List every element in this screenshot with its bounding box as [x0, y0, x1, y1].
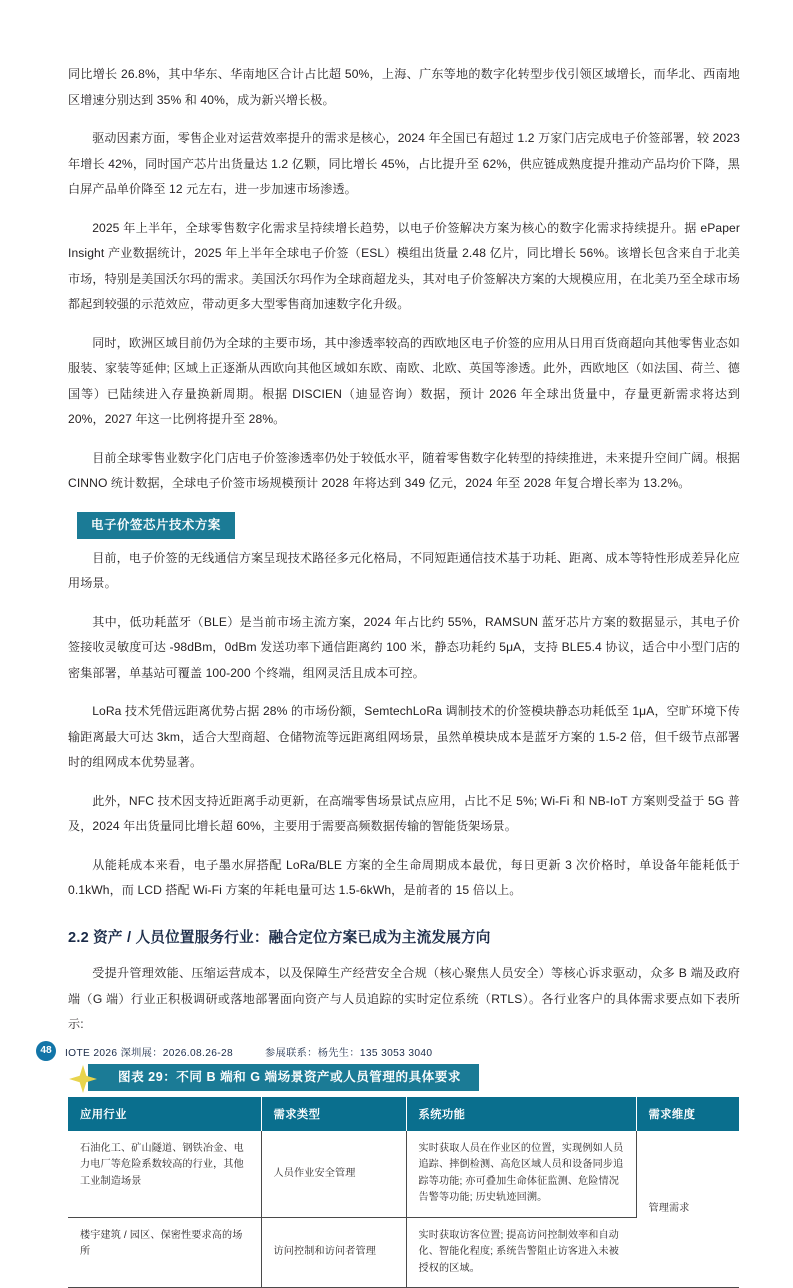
paragraph-energy-cost: 从能耗成本来看，电子墨水屏搭配 LoRa/BLE 方案的全生命周期成本最优，每日更新 3 次价格时，单设备年能耗低于 0.1kWh，而 LCD 搭配 Wi-Fi 方案的年耗电量可达 1.5-6kWh，是前者的 15 倍以上。	[68, 857, 740, 898]
paragraph-penetration: 目前全球零售业数字化门店电子价签渗透率仍处于较低水平，随着零售数字化转型的持续推进，未来提升空间广阔。根据 CINNO 统计数据，全球电子价签市场规模预计 2028 年将达到 349 亿元，2024 年至 2028 年复合增长率为 13.2%。	[68, 450, 740, 490]
table-header-row	[68, 1097, 739, 1131]
table-row	[68, 1131, 739, 1218]
cell-system-function: 实时获取访客位置; 提高访问控制效率和自动化、智能化程度; 系统告警阻止访客进入未被授权的区域。	[406, 1217, 636, 1288]
cell-system-function: 实时获取人员在作业区的位置，实现例如人员追踪、摔倒检测、高危区域人员和设备同步追踪等功能; 亦可叠加生命体征监测、危险情况告警等功能; 历史轨迹回溯。	[406, 1131, 636, 1218]
paragraph-ble: 其中，低功耗蓝牙（BLE）是当前市场主流方案，2024 年占比约 55%，RAMSUN 蓝牙芯片方案的数据显示，其电子价签接收灵敏度可达 -98dBm，0dBm 发送功率下通信距离约 100 米，静态功耗约 5μA，支持 BLE5.4 协议，适合中小型门店的密集部署，单基站可覆盖 100-200 个终端，组网灵活且成本可控。	[68, 614, 740, 680]
paragraph-europe-market: 同时，欧洲区域目前仍为全球的主要市场，其中渗透率较高的西欧地区电子价签的应用从日用百货商超向其他零售业态如服装、家装等延伸; 区域上正逐渐从西欧向其他区域如东欧、南欧、北欧、英国等渗透。此外，西欧地区（如法国、荷兰、德国等）已陆续进入存量换新周期。根据 DISCIEN（迪显咨询）数据，预计 2026 年全球出货量中，存量更新需求将达到 20%，2027 年这一比例将提升至 28%。	[68, 335, 740, 426]
cell-industry: 楼宇建筑 / 园区、保密性要求高的场所	[68, 1217, 261, 1288]
paragraph-drivers: 驱动因素方面，零售企业对运营效率提升的需求是核心，2024 年全国已有超过 1.2 万家门店完成电子价签部署，较 2023 年增长 42%，同时国产芯片出货量达 1.2 亿颗，同比增长 45%，占比提升至 62%，供应链成熟度提升推动产品均价下降，黑白屏产品单价降至 12 元左右，进一步加速市场渗透。	[68, 131, 740, 196]
paragraph-continuation: 同比增长 26.8%，其中华东、华南地区合计占比超 50%，上海、广东等地的数字化转型步伐引领区域增长，而华北、西南地区增速分别达到 35% 和 40%，成为新兴增长极。	[68, 67, 740, 107]
table-header-demand-type: 需求类型	[261, 1097, 406, 1131]
footer-exhibition-info: IOTE 2026 深圳展：2026.08.26-28	[65, 1047, 234, 1059]
paragraph-rtls-intro: 受提升管理效能、压缩运营成本，以及保障生产经营安全合规（核心聚焦人员安全）等核心诉求驱动，众多 B 端及政府端（G 端）行业正积极调研或落地部署面向资产与人员追踪的实时定位系统（RTLS）。各行业客户的具体需求要点如下表所示:	[68, 966, 740, 1032]
figure-caption-text: 图表 29：不同 B 端和 G 端场景资产或人员管理的具体要求	[88, 1064, 479, 1091]
table-header-system-function: 系统功能	[406, 1097, 636, 1131]
sparkle-icon	[68, 1064, 98, 1094]
paragraph-nfc-wifi: 此外，NFC 技术因支持近距离手动更新，在高端零售场景试点应用，占比不足 5%; Wi-Fi 和 NB-IoT 方案则受益于 5G 普及，2024 年出货量同比增长超 60%，主要用于需要高频数据传输的智能货架场景。	[68, 793, 740, 834]
paragraph-wireless-overview: 目前，电子价签的无线通信方案呈现技术路径多元化格局，不同短距通信技术基于功耗、距离、成本等特性形成差异化应用场景。	[68, 550, 740, 591]
cell-demand-type: 人员作业安全管理	[261, 1131, 406, 1218]
subsection-label-esl-chip: 电子价签芯片技术方案	[77, 512, 235, 539]
table-header-industry: 应用行业	[68, 1097, 261, 1131]
page-number-badge: 48	[36, 1041, 56, 1061]
section-heading-2-2: 2.2 资产 / 人员位置服务行业：融合定位方案已成为主流发展方向	[68, 929, 491, 946]
cell-dimension-merged: 管理需求	[636, 1131, 739, 1288]
requirements-table	[68, 1097, 739, 1288]
footer-contact-info: 参展联系：杨先生：135 3053 3040	[265, 1047, 433, 1059]
paragraph-global-demand: 2025 年上半年，全球零售数字化需求呈持续增长趋势，以电子价签解决方案为核心的数字化需求持续提升。据 ePaper Insight 产业数据统计，2025 年上半年全球电子价签（ESL）模组出货量 2.48 亿片，同比增长 56%。该增长包含来自于北美市场，特别是美国沃尔玛的需求。美国沃尔玛作为全球商超龙头，其对电子价签解决方案的大规模应用，在北美乃至全球市场都起到较强的示范效应，带动更多大型零售商加速数字化升级。	[68, 220, 740, 311]
paragraph-lora: LoRa 技术凭借远距离优势占据 28% 的市场份额，SemtechLoRa 调制技术的价签模块静态功耗低至 1μA，空旷环境下传输距离最大可达 3km，适合大型商超、仓储物流等远距离组网场景，虽然单模块成本是蓝牙方案的 1.5-2 倍，但千级节点部署时的组网成本优势显著。	[68, 704, 740, 770]
figure-caption-bar	[68, 1062, 740, 1094]
cell-industry: 石油化工、矿山隧道、钢铁冶金、电力电厂等危险系数较高的行业，其他工业制造场景	[68, 1131, 261, 1218]
table-header-dimension: 需求维度	[636, 1097, 739, 1131]
cell-demand-type: 访问控制和访问者管理	[261, 1217, 406, 1288]
page-footer	[36, 1041, 432, 1061]
